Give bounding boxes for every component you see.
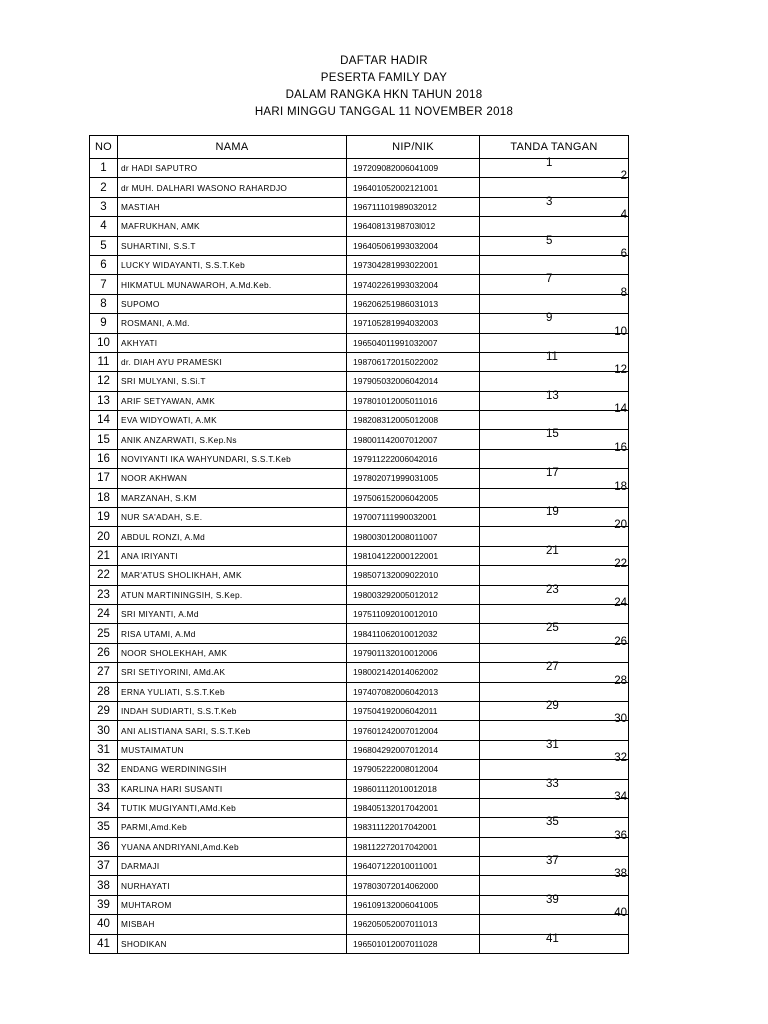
row-nip: 198601112010012018 (347, 779, 480, 798)
row-signature-cell (480, 790, 629, 817)
row-name: LUCKY WIDAYANTI, S.S.T.Keb (118, 255, 347, 274)
row-name: SRI SETIYORINI, AMd.AK (118, 663, 347, 682)
row-nip: 197601242007012004 (347, 721, 480, 740)
title-line: DAFTAR HADIR (340, 55, 428, 67)
row-name: HIKMATUL MUNAWAROH, A.Md.Keb. (118, 275, 347, 294)
row-number: 5 (90, 236, 118, 255)
table-row (90, 488, 629, 507)
table-row (90, 798, 629, 817)
row-nip: 196109132006041005 (347, 895, 480, 914)
row-number: 22 (90, 566, 118, 585)
row-signature: 34 (614, 790, 627, 803)
row-signature: 9 (546, 312, 553, 325)
row-nip: 198706172015022002 (347, 352, 480, 371)
header-tanda-tangan: TANDA TANGAN (480, 136, 629, 159)
row-nip: 196711101989032012 (347, 197, 480, 216)
row-number: 32 (90, 760, 118, 779)
row-number: 23 (90, 585, 118, 604)
row-name: NOVIYANTI IKA WAHYUNDARI, S.S.T.Keb (118, 449, 347, 468)
row-signature-cell (480, 236, 629, 255)
row-name: MASTIAH (118, 197, 347, 216)
table-row (90, 760, 629, 779)
table-row (90, 314, 629, 333)
row-number: 25 (90, 624, 118, 643)
table-row (90, 721, 629, 740)
row-signature: 24 (614, 596, 627, 609)
row-number: 36 (90, 837, 118, 856)
row-nip: 197905222008012004 (347, 760, 480, 779)
row-signature: 15 (546, 428, 559, 441)
row-signature: 41 (546, 932, 559, 945)
row-signature-cell (480, 635, 629, 662)
row-nip: 198003012008011007 (347, 527, 480, 546)
table-row (90, 915, 629, 934)
row-number: 41 (90, 934, 118, 953)
row-signature: 39 (546, 893, 559, 906)
row-name: ARIF SETYAWAN, AMK (118, 391, 347, 410)
row-signature-cell (480, 247, 629, 274)
row-number: 4 (90, 217, 118, 236)
row-nip: 198001142007012007 (347, 430, 480, 449)
row-number: 20 (90, 527, 118, 546)
table-row (90, 546, 629, 565)
row-number: 31 (90, 740, 118, 759)
row-signature-cell (480, 441, 629, 468)
table-row (90, 430, 629, 449)
row-nip: 198002142014062002 (347, 663, 480, 682)
row-name: ABDUL RONZI, A.Md (118, 527, 347, 546)
row-number: 6 (90, 255, 118, 274)
row-signature-cell (480, 752, 629, 779)
row-number: 35 (90, 818, 118, 837)
title-line: DALAM RANGKA HKN TAHUN 2018 (285, 89, 483, 101)
table-row (90, 604, 629, 623)
table-row (90, 779, 629, 798)
row-nip: 196501012007011028 (347, 934, 480, 953)
row-signature-cell (480, 868, 629, 895)
table-row (90, 159, 629, 178)
row-name: ANI ALISTIANA SARI, S.S.T.Keb (118, 721, 347, 740)
row-signature-cell (480, 663, 629, 682)
row-nip: 197802071999031005 (347, 469, 480, 488)
row-number: 17 (90, 469, 118, 488)
row-name: ANIK ANZARWATI, S.Kep.Ns (118, 430, 347, 449)
attendance-rows (90, 159, 629, 954)
row-signature: 1 (546, 157, 553, 169)
row-nip: 198411062010012032 (347, 624, 480, 643)
row-name: SRI MIYANTI, A.Md (118, 604, 347, 623)
row-nip: 198104122000122001 (347, 546, 480, 565)
table-row (90, 566, 629, 585)
row-nip: 196804292007012014 (347, 740, 480, 759)
row-signature-cell (480, 159, 629, 178)
row-signature-cell (480, 624, 629, 643)
row-signature-cell (480, 818, 629, 837)
row-signature: 33 (546, 777, 559, 790)
row-number: 14 (90, 411, 118, 430)
row-signature-cell (480, 209, 629, 236)
row-name: MUSTAIMATUN (118, 740, 347, 759)
row-signature-cell (480, 934, 629, 953)
row-name: DARMAJI (118, 857, 347, 876)
row-signature: 18 (614, 480, 627, 493)
table-row (90, 876, 629, 895)
row-name: ERNA YULIATI, S.S.T.Keb (118, 682, 347, 701)
row-signature: 8 (620, 286, 627, 299)
row-number: 33 (90, 779, 118, 798)
row-name: TUTIK MUGIYANTI,AMd.Keb (118, 798, 347, 817)
row-number: 2 (90, 178, 118, 197)
row-name: ANA IRIYANTI (118, 546, 347, 565)
table-row (90, 895, 629, 914)
row-nip: 197504192006042011 (347, 701, 480, 720)
row-signature-cell (480, 829, 629, 856)
row-name: MARZANAH, S.KM (118, 488, 347, 507)
row-signature: 38 (614, 868, 627, 881)
row-name: dr. DIAH AYU PRAMESKI (118, 352, 347, 371)
row-nip: 19640813198703l012 (347, 217, 480, 236)
row-nip: 197911222006042016 (347, 449, 480, 468)
row-number: 39 (90, 895, 118, 914)
row-name: NURHAYATI (118, 876, 347, 895)
row-name: NOOR AKHWAN (118, 469, 347, 488)
row-nip: 198208312005012008 (347, 411, 480, 430)
row-signature: 26 (614, 635, 627, 648)
row-signature-cell (480, 480, 629, 507)
table-row (90, 391, 629, 410)
row-number: 27 (90, 663, 118, 682)
table-row (90, 352, 629, 371)
row-signature: 10 (614, 325, 627, 338)
row-nip: 198003292005012012 (347, 585, 480, 604)
row-nip: 197402261993032004 (347, 275, 480, 294)
row-signature-cell (480, 286, 629, 313)
row-signature: 2 (620, 170, 627, 183)
row-signature-cell (480, 352, 629, 371)
table-row (90, 818, 629, 837)
table-row (90, 663, 629, 682)
table-row (90, 643, 629, 662)
table-row (90, 527, 629, 546)
row-signature: 17 (546, 467, 559, 480)
row-number: 34 (90, 798, 118, 817)
row-number: 21 (90, 546, 118, 565)
row-number: 13 (90, 391, 118, 410)
row-signature-cell (480, 713, 629, 740)
header-no: NO (90, 136, 118, 159)
row-signature-cell (480, 325, 629, 352)
row-signature-cell (480, 519, 629, 546)
row-nip: 197905032006042014 (347, 372, 480, 391)
row-name: dr MUH. DALHARI WASONO RAHARDJO (118, 178, 347, 197)
row-nip: 197803072014062000 (347, 876, 480, 895)
row-name: AKHYATI (118, 333, 347, 352)
table-row (90, 275, 629, 294)
row-signature: 6 (620, 247, 627, 260)
row-signature-cell (480, 430, 629, 449)
row-signature-cell (480, 596, 629, 623)
row-signature: 37 (546, 855, 559, 868)
row-name: SUPOMO (118, 294, 347, 313)
row-nip: 198405132017042001 (347, 798, 480, 817)
table-row (90, 857, 629, 876)
row-signature: 28 (614, 674, 627, 687)
row-signature-cell (480, 857, 629, 876)
table-row (90, 255, 629, 274)
row-nip: 196206251986031013 (347, 294, 480, 313)
row-signature: 12 (614, 364, 627, 377)
row-name: YUANA ANDRIYANI,Amd.Keb (118, 837, 347, 856)
row-number: 12 (90, 372, 118, 391)
row-number: 3 (90, 197, 118, 216)
row-name: KARLINA HARI SUSANTI (118, 779, 347, 798)
row-nip: 196205052007011013 (347, 915, 480, 934)
row-signature: 20 (614, 519, 627, 532)
row-signature: 7 (546, 273, 553, 286)
row-name: MAFRUKHAN, AMK (118, 217, 347, 236)
row-number: 28 (90, 682, 118, 701)
row-signature-cell (480, 558, 629, 585)
row-nip: 197901132010012006 (347, 643, 480, 662)
row-signature: 30 (614, 713, 627, 726)
row-number: 8 (90, 294, 118, 313)
table-row (90, 217, 629, 236)
row-signature: 27 (546, 661, 559, 674)
row-signature-cell (480, 403, 629, 430)
row-number: 24 (90, 604, 118, 623)
table-header-row (90, 136, 629, 159)
row-number: 30 (90, 721, 118, 740)
row-nip: 197304281993022001 (347, 255, 480, 274)
row-name: SHODIKAN (118, 934, 347, 953)
row-signature-cell (480, 546, 629, 565)
table-row (90, 411, 629, 430)
row-number: 19 (90, 508, 118, 527)
row-nip: 198311122017042001 (347, 818, 480, 837)
row-name: dr HADI SAPUTRO (118, 159, 347, 178)
row-name: INDAH SUDIARTI, S.S.T.Keb (118, 701, 347, 720)
table-row (90, 197, 629, 216)
row-nip: 197407082006042013 (347, 682, 480, 701)
document-title (0, 53, 768, 121)
row-name: MISBAH (118, 915, 347, 934)
row-number: 7 (90, 275, 118, 294)
table-row (90, 837, 629, 856)
table-row (90, 469, 629, 488)
row-name: RISA UTAMI, A.Md (118, 624, 347, 643)
header-nip: NIP/NIK (347, 136, 480, 159)
row-name: SUHARTINI, S.S.T (118, 236, 347, 255)
table-row (90, 934, 629, 953)
row-signature: 29 (546, 699, 559, 712)
row-signature-cell (480, 701, 629, 720)
row-signature-cell (480, 197, 629, 216)
row-number: 37 (90, 857, 118, 876)
row-signature-cell (480, 170, 629, 197)
row-signature-cell (480, 314, 629, 333)
table-row (90, 333, 629, 352)
row-number: 11 (90, 352, 118, 371)
row-name: MUHTAROM (118, 895, 347, 914)
row-signature: 14 (614, 403, 627, 416)
row-name: MAR'ATUS SHOLIKHAH, AMK (118, 566, 347, 585)
row-nip: 197801012005011016 (347, 391, 480, 410)
row-signature-cell (480, 895, 629, 914)
row-signature: 22 (614, 558, 627, 571)
row-signature-cell (480, 740, 629, 759)
title-line: PESERTA FAMILY DAY (320, 72, 448, 84)
row-name: NUR SA'ADAH, S.E. (118, 508, 347, 527)
row-signature: 3 (546, 195, 553, 208)
table-row (90, 236, 629, 255)
row-name: EVA WIDYOWATI, A.MK (118, 411, 347, 430)
row-number: 38 (90, 876, 118, 895)
row-nip: 196504011991032007 (347, 333, 480, 352)
row-number: 9 (90, 314, 118, 333)
row-nip: 196401052002121001 (347, 178, 480, 197)
table-row (90, 682, 629, 701)
row-nip: 197105281994032003 (347, 314, 480, 333)
row-name: SRI MULYANI, S.Si.T (118, 372, 347, 391)
row-signature: 23 (546, 583, 559, 596)
row-number: 10 (90, 333, 118, 352)
table-row (90, 508, 629, 527)
row-signature: 32 (614, 752, 627, 765)
row-number: 1 (90, 159, 118, 178)
row-signature: 4 (620, 209, 627, 222)
row-signature-cell (480, 275, 629, 294)
table-row (90, 372, 629, 391)
table-row (90, 740, 629, 759)
table-row (90, 585, 629, 604)
row-signature-cell (480, 469, 629, 488)
row-signature-cell (480, 585, 629, 604)
row-name: NOOR SHOLEKHAH, AMK (118, 643, 347, 662)
row-number: 40 (90, 915, 118, 934)
row-signature: 19 (546, 506, 559, 519)
row-name: ATUN MARTININGSIH, S.Kep. (118, 585, 347, 604)
row-signature-cell (480, 508, 629, 527)
table-row (90, 701, 629, 720)
row-nip: 196407122010011001 (347, 857, 480, 876)
row-name: PARMI,Amd.Keb (118, 818, 347, 837)
row-signature-cell (480, 674, 629, 701)
row-signature: 11 (546, 350, 558, 363)
row-nip: 197007111990032001 (347, 508, 480, 527)
row-number: 29 (90, 701, 118, 720)
row-nip: 197209082006041009 (347, 159, 480, 178)
row-number: 16 (90, 449, 118, 468)
row-signature: 5 (546, 234, 553, 247)
row-signature: 25 (546, 622, 559, 635)
title-line: HARI MINGGU TANGGAL 11 NOVEMBER 2018 (254, 106, 514, 118)
row-signature-cell (480, 779, 629, 798)
row-signature-cell (480, 391, 629, 410)
row-number: 15 (90, 430, 118, 449)
row-signature: 21 (546, 544, 559, 557)
row-nip: 198507132009022010 (347, 566, 480, 585)
row-signature-cell (480, 907, 629, 934)
row-nip: 197506152006042005 (347, 488, 480, 507)
row-signature-cell (480, 364, 629, 391)
table-row (90, 624, 629, 643)
header-nama: NAMA (118, 136, 347, 159)
row-number: 18 (90, 488, 118, 507)
row-signature: 16 (614, 441, 627, 454)
row-signature: 40 (614, 907, 627, 920)
row-nip: 197511092010012010 (347, 604, 480, 623)
row-signature: 31 (546, 738, 559, 751)
row-signature: 13 (546, 389, 559, 402)
row-number: 26 (90, 643, 118, 662)
table-row (90, 294, 629, 313)
row-signature: 36 (614, 829, 627, 842)
row-name: ROSMANI, A.Md. (118, 314, 347, 333)
row-nip: 198112272017042001 (347, 837, 480, 856)
row-name: ENDANG WERDININGSIH (118, 760, 347, 779)
attendance-table (89, 135, 629, 954)
row-signature: 35 (546, 816, 559, 829)
row-nip: 196405061993032004 (347, 236, 480, 255)
table-row (90, 449, 629, 468)
table-row (90, 178, 629, 197)
